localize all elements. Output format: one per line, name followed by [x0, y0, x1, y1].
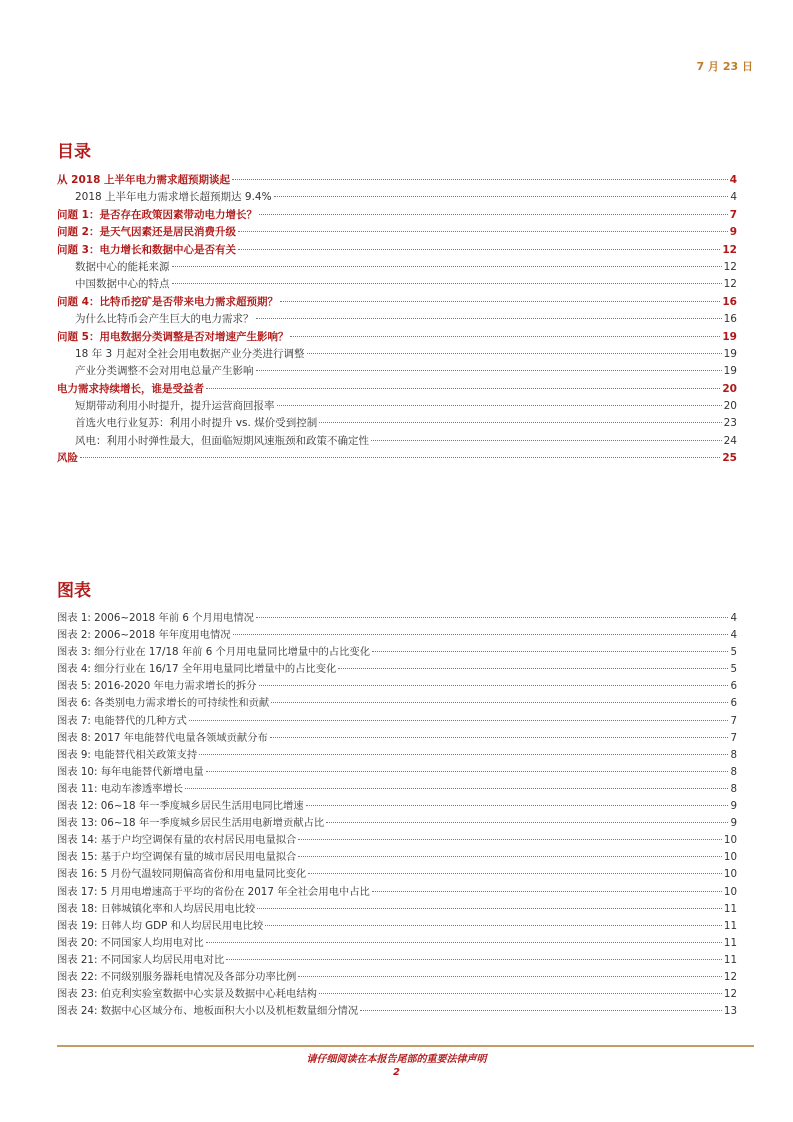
toc-entry-page: 19: [723, 347, 737, 360]
dot-leader: [298, 976, 722, 977]
figure-entry[interactable]: [57, 848, 737, 865]
dot-leader: [199, 754, 728, 755]
toc-entry-page: 9: [729, 226, 737, 239]
figure-entry-label: 图表 18: 日韩城镇化率和人均居民用电比较: [57, 902, 256, 915]
toc-entry-label: 问题 1：是否存在政策因素带动电力增长？: [57, 208, 257, 221]
figure-entry[interactable]: [57, 763, 737, 780]
footer-disclaimer: 请仔细阅读在本报告尾部的重要法律声明: [306, 1054, 487, 1065]
toc-entry-label: 问题 2：是天气因素还是居民消费升级: [57, 226, 236, 239]
figure-entry[interactable]: [57, 865, 737, 882]
dot-leader: [238, 231, 728, 232]
toc-entry[interactable]: [57, 311, 737, 328]
toc-entry-page: 16: [723, 313, 737, 326]
figure-entry-label: 图表 16: 5 月份气温较同期偏高省份和用电量同比变化: [57, 868, 307, 881]
dot-leader: [206, 942, 722, 943]
toc-entry-label: 中国数据中心的特点: [75, 278, 170, 291]
dot-leader: [256, 318, 722, 319]
toc-entry[interactable]: [57, 329, 737, 346]
figure-entry-label: 图表 4: 细分行业在 16/17 全年用电量同比增量中的占比变化: [57, 663, 337, 676]
toc-entry[interactable]: [57, 242, 737, 259]
dot-leader: [256, 370, 722, 371]
toc-entry-label: 风险: [57, 452, 78, 465]
dot-leader: [338, 668, 728, 669]
figure-entry-label: 图表 12: 06~18 年一季度城乡居民生活用电同比增速: [57, 800, 304, 813]
figure-entry-page: 7: [730, 731, 737, 744]
toc-entry-label: 产业分类调整不会对用电总量产生影响: [75, 365, 254, 378]
dot-leader: [259, 685, 729, 686]
toc-entry-label: 短期带动利用小时提升，提升运营商回报率: [75, 400, 275, 413]
toc-entry[interactable]: [57, 207, 737, 224]
figure-entry[interactable]: [57, 968, 737, 985]
figure-entry[interactable]: [57, 609, 737, 626]
figure-entry[interactable]: [57, 780, 737, 797]
toc-entry[interactable]: [57, 276, 737, 293]
figure-entry[interactable]: [57, 814, 737, 831]
toc-entry-page: 24: [723, 434, 737, 447]
toc-entry-label: 18 年 3 月起对全社会用电数据产业分类进行调整: [75, 347, 305, 360]
figure-entry[interactable]: [57, 660, 737, 677]
figure-entry-label: 图表 6: 各类别电力需求增长的可持续性和贡献: [57, 697, 270, 710]
toc-entry[interactable]: [57, 381, 737, 398]
dot-leader: [80, 457, 720, 458]
toc-entry[interactable]: [57, 224, 737, 241]
dot-leader: [326, 822, 728, 823]
figure-entry[interactable]: [57, 677, 737, 694]
toc-entry-label: 风电：利用小时弹性最大，但面临短期风速瓶颈和政策不确定性: [75, 434, 369, 447]
toc-entry[interactable]: [57, 259, 737, 276]
figure-entry-page: 12: [723, 970, 737, 983]
dot-leader: [277, 405, 722, 406]
figure-entry-page: 11: [723, 953, 737, 966]
dot-leader: [232, 179, 728, 180]
dot-leader: [271, 702, 728, 703]
figure-entry-page: 8: [730, 765, 737, 778]
dot-leader: [185, 788, 728, 789]
dot-leader: [308, 873, 722, 874]
dot-leader: [206, 771, 729, 772]
figure-entry-label: 图表 11: 电动车渗透率增长: [57, 782, 184, 795]
figure-entry[interactable]: [57, 951, 737, 968]
figure-entry-label: 图表 19: 日韩人均 GDP 和人均居民用电比较: [57, 919, 264, 932]
figure-entry-page: 6: [730, 697, 737, 710]
dot-leader: [257, 908, 722, 909]
dot-leader: [319, 422, 721, 423]
toc-title: 目录: [57, 142, 91, 162]
toc-entry[interactable]: [57, 450, 737, 467]
dot-leader: [172, 283, 722, 284]
figure-entry[interactable]: [57, 643, 737, 660]
toc-entry-page: 12: [722, 243, 737, 256]
toc-entry-page: 12: [723, 278, 737, 291]
figure-entry-label: 图表 7: 电能替代的几种方式: [57, 714, 187, 727]
figure-entry-label: 图表 13: 06~18 年一季度城乡居民生活用电新增贡献占比: [57, 817, 325, 830]
figure-entry-page: 6: [730, 680, 737, 693]
dot-leader: [298, 839, 722, 840]
figure-entry-label: 图表 5: 2016-2020 年电力需求增长的拆分: [57, 680, 257, 693]
figure-entry-label: 图表 23: 伯克利实验室数据中心实景及数据中心耗电结构: [57, 988, 317, 1001]
dot-leader: [259, 214, 728, 215]
figure-entry-page: 7: [730, 714, 737, 727]
dot-leader: [280, 301, 720, 302]
toc-entry[interactable]: [57, 294, 737, 311]
figure-entry[interactable]: [57, 883, 737, 900]
toc-entry[interactable]: [57, 189, 737, 206]
figure-entry-page: 9: [730, 817, 737, 830]
figure-entry[interactable]: [57, 1002, 737, 1019]
toc-entry-page: 19: [722, 330, 737, 343]
figure-entry[interactable]: [57, 746, 737, 763]
figure-entry-page: 9: [730, 800, 737, 813]
toc-entry-page: 19: [723, 365, 737, 378]
figure-entry-label: 图表 14: 基于户均空调保有量的农村居民用电量拟合: [57, 834, 297, 847]
figure-entry[interactable]: [57, 797, 737, 814]
figure-entry[interactable]: [57, 729, 737, 746]
figure-entry-page: 5: [730, 646, 737, 659]
figure-entry-label: 图表 17: 5 月用电增速高于平均的省份在 2017 年全社会用电中占比: [57, 885, 370, 898]
toc-entry-label: 问题 5：用电数据分类调整是否对增速产生影响？: [57, 330, 289, 343]
toc-entry-page: 4: [729, 174, 737, 186]
figure-entry[interactable]: [57, 934, 737, 951]
toc-entry-label: 2018 上半年电力需求增长超预期达 9.4%: [75, 191, 272, 204]
figure-entry-page: 11: [723, 902, 737, 915]
figure-entry-page: 10: [723, 885, 737, 898]
figure-entry[interactable]: [57, 626, 737, 643]
toc-entry[interactable]: [57, 433, 737, 450]
toc-entry[interactable]: [57, 415, 737, 432]
toc-entry-label: 为什么比特币会产生巨大的电力需求？: [75, 313, 254, 326]
figure-entry-page: 4: [730, 612, 737, 624]
toc-entry[interactable]: [57, 398, 737, 415]
dot-leader: [372, 651, 728, 652]
dot-leader: [265, 925, 722, 926]
report-date: 7 月 23 日: [696, 60, 753, 73]
figure-entry-page: 8: [730, 748, 737, 761]
figure-entry[interactable]: [57, 917, 737, 934]
dot-leader: [372, 891, 722, 892]
dot-leader: [274, 196, 729, 197]
figure-entry[interactable]: [57, 712, 737, 729]
figure-entry[interactable]: [57, 831, 737, 848]
toc-entry-label: 电力需求持续增长，谁是受益者: [57, 382, 204, 395]
toc-entry-page: 20: [722, 382, 737, 395]
toc-entry-label: 数据中心的能耗来源: [75, 260, 170, 273]
dot-leader: [298, 856, 722, 857]
dot-leader: [172, 266, 722, 267]
figure-entry-label: 图表 10: 每年电能替代新增电量: [57, 765, 204, 778]
dot-leader: [238, 249, 720, 250]
dot-leader: [206, 388, 720, 389]
dot-leader: [307, 353, 722, 354]
dot-leader: [270, 737, 729, 738]
figure-entry-label: 图表 21: 不同国家人均居民用电对比: [57, 953, 225, 966]
figure-entry-page: 4: [730, 629, 737, 642]
figure-entry-label: 图表 15: 基于户均空调保有量的城市居民用电量拟合: [57, 851, 297, 864]
toc-entry[interactable]: [57, 346, 737, 363]
figure-entry-label: 图表 3: 细分行业在 17/18 年前 6 个月用电量同比增量中的占比变化: [57, 646, 371, 659]
figure-entry-page: 13: [723, 1005, 737, 1018]
figure-entry-label: 图表 9: 电能替代相关政策支持: [57, 748, 198, 761]
toc-entry-label: 首选火电行业复苏：利用小时提升 vs. 煤价受到控制: [75, 417, 318, 430]
toc-entry-page: 23: [723, 417, 737, 430]
figure-entry-page: 10: [723, 851, 737, 864]
table-of-contents: [57, 172, 737, 468]
figure-entry-label: 图表 1: 2006~2018 年前 6 个月用电情况: [57, 612, 254, 624]
figure-entry-page: 11: [723, 936, 737, 949]
footer-divider: [57, 1045, 754, 1047]
dot-leader: [290, 336, 720, 337]
toc-entry-label: 从 2018 上半年电力需求超预期谈起: [57, 174, 231, 186]
figure-entry-page: 5: [730, 663, 737, 676]
toc-entry[interactable]: [57, 172, 737, 189]
figure-entry-page: 12: [723, 988, 737, 1001]
figure-entry[interactable]: [57, 694, 737, 711]
dot-leader: [319, 993, 722, 994]
dot-leader: [256, 617, 728, 618]
toc-entry-page: 16: [722, 295, 737, 308]
figure-list: [57, 609, 737, 1019]
figure-entry[interactable]: [57, 900, 737, 917]
figure-entry-label: 图表 20: 不同国家人均用电对比: [57, 936, 204, 949]
dot-leader: [226, 959, 722, 960]
figure-entry-page: 10: [723, 834, 737, 847]
figures-title: 图表: [57, 581, 91, 601]
figure-entry-label: 图表 2: 2006~2018 年年度用电情况: [57, 629, 231, 642]
toc-entry-page: 20: [723, 400, 737, 413]
toc-entry-page: 7: [729, 208, 737, 221]
toc-entry-label: 问题 3：电力增长和数据中心是否有关: [57, 243, 236, 256]
dot-leader: [189, 720, 729, 721]
toc-entry-page: 25: [722, 452, 737, 465]
figure-entry-label: 图表 24: 数据中心区域分布、地板面积大小以及机柜数量细分情况: [57, 1005, 359, 1018]
figure-entry-label: 图表 8: 2017 年电能替代电量各领域贡献分布: [57, 731, 268, 744]
toc-entry-label: 问题 4：比特币挖矿是否带来电力需求超预期？: [57, 295, 278, 308]
toc-entry-page: 4: [730, 191, 737, 204]
figure-entry[interactable]: [57, 985, 737, 1002]
page-number: 2: [393, 1067, 400, 1078]
toc-entry-page: 12: [723, 260, 737, 273]
toc-entry[interactable]: [57, 363, 737, 380]
dot-leader: [233, 634, 729, 635]
dot-leader: [371, 440, 722, 441]
figure-entry-page: 10: [723, 868, 737, 881]
figure-entry-page: 8: [730, 782, 737, 795]
dot-leader: [306, 805, 729, 806]
figure-entry-label: 图表 22: 不同级别服务器耗电情况及各部分功率比例: [57, 970, 297, 983]
figure-entry-page: 11: [723, 919, 737, 932]
dot-leader: [360, 1010, 722, 1011]
